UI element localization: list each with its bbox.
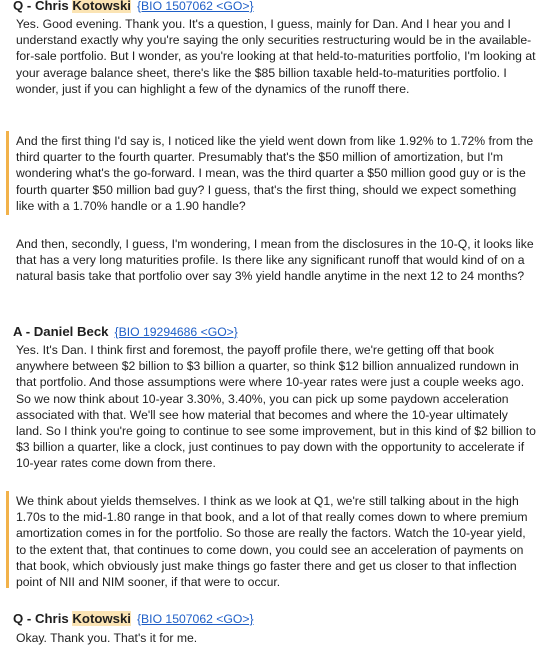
transcript-paragraph: Yes. Good evening. Thank you. It's a question, I guess, mainly for Dan. And I hear you and I understand exactly why you're saying the only securities restructuring would be in the available-for-sale portfolio. But I wonder, as you're looking at that held-to-maturities portfolio, I'm looking at your average balance sheet, there's like the $85 billion taxable held-to-maturities portfolio. I wonder, just if you can highlight a few of the dynamics of the runoff there. (16, 17, 536, 96)
transcript-paragraph: And then, secondly, I guess, I'm wondering, I mean from the disclosures in the 10-Q, it looks like that has a very long maturities profile. Is there like any significant runoff that would kind of on a natural basis take that portfolio over say 3% yield handle anytime in the next 12 to 24 months? (16, 237, 534, 284)
transcript-paragraph: Yes. It's Dan. I think first and foremost, the payoff profile there, we're getting off that book anywhere between $2 billion to $3 billion a quarter, so think $12 billion annualized rundown in that portfolio. And those assumptions were where 10-year rates were just a couple weeks ago. So we now think about 10-year 3.30%, 3.40%, you can pick up some paydown acceleration associated with that. We'll see how material that becomes and where the 10-year ultimately land. So I think you're going to continue to see some improvement, but in this kind of $2 billion to $3 billion a quarter, like a clock, just continues to pay down with the opportunity to accelerate if 10-year rates come down from there. (16, 343, 536, 471)
speaker-name: Q - Chris (13, 611, 73, 626)
margin-marker-bar (6, 131, 9, 215)
speaker-heading (13, 324, 238, 340)
speaker-heading (13, 0, 254, 14)
margin-marker-bar (6, 491, 9, 588)
speaker-name: Q - Chris (13, 0, 73, 13)
speaker-name: A - Daniel Beck (13, 324, 109, 339)
bio-link[interactable]: {BIO 19294686 <GO>} (114, 325, 238, 339)
transcript-paragraph: We think about yields themselves. I think as we look at Q1, we're still talking about in the high 1.70s to the mid-1.80 range in that book, and a lot of that really comes down to where premium amortization comes in for the portfolio. So those are really the factors. Watch the 10-year yield, to the extent that, that continues to come down, you could see an acceleration of payments on that book, which obviously just make things go faster there and get us closer to that inflection point of NII and NIM sooner, if that were to occur. (16, 494, 528, 590)
speaker-heading (13, 611, 254, 627)
transcript-paragraph: Okay. Thank you. That's it for me. (16, 631, 198, 645)
bio-link[interactable]: {BIO 1507062 <GO>} (136, 0, 254, 13)
speaker-name-highlight: Kotowski (72, 0, 131, 13)
transcript-paragraph: And the first thing I'd say is, I noticed like the yield went down from like 1.92% to 1.72% from the third quarter to the fourth quarter. Presumably that's the $50 million of amortization, but I'm wondering what's the go-forward. I mean, was the third quarter a $50 million good guy or is the fourth quarter $50 million bad guy? I guess, that's the first thing, should we expect something like with a 1.70% handle or a 1.90 handle? (16, 134, 534, 213)
speaker-name-highlight: Kotowski (72, 611, 131, 626)
bio-link[interactable]: {BIO 1507062 <GO>} (136, 612, 254, 626)
